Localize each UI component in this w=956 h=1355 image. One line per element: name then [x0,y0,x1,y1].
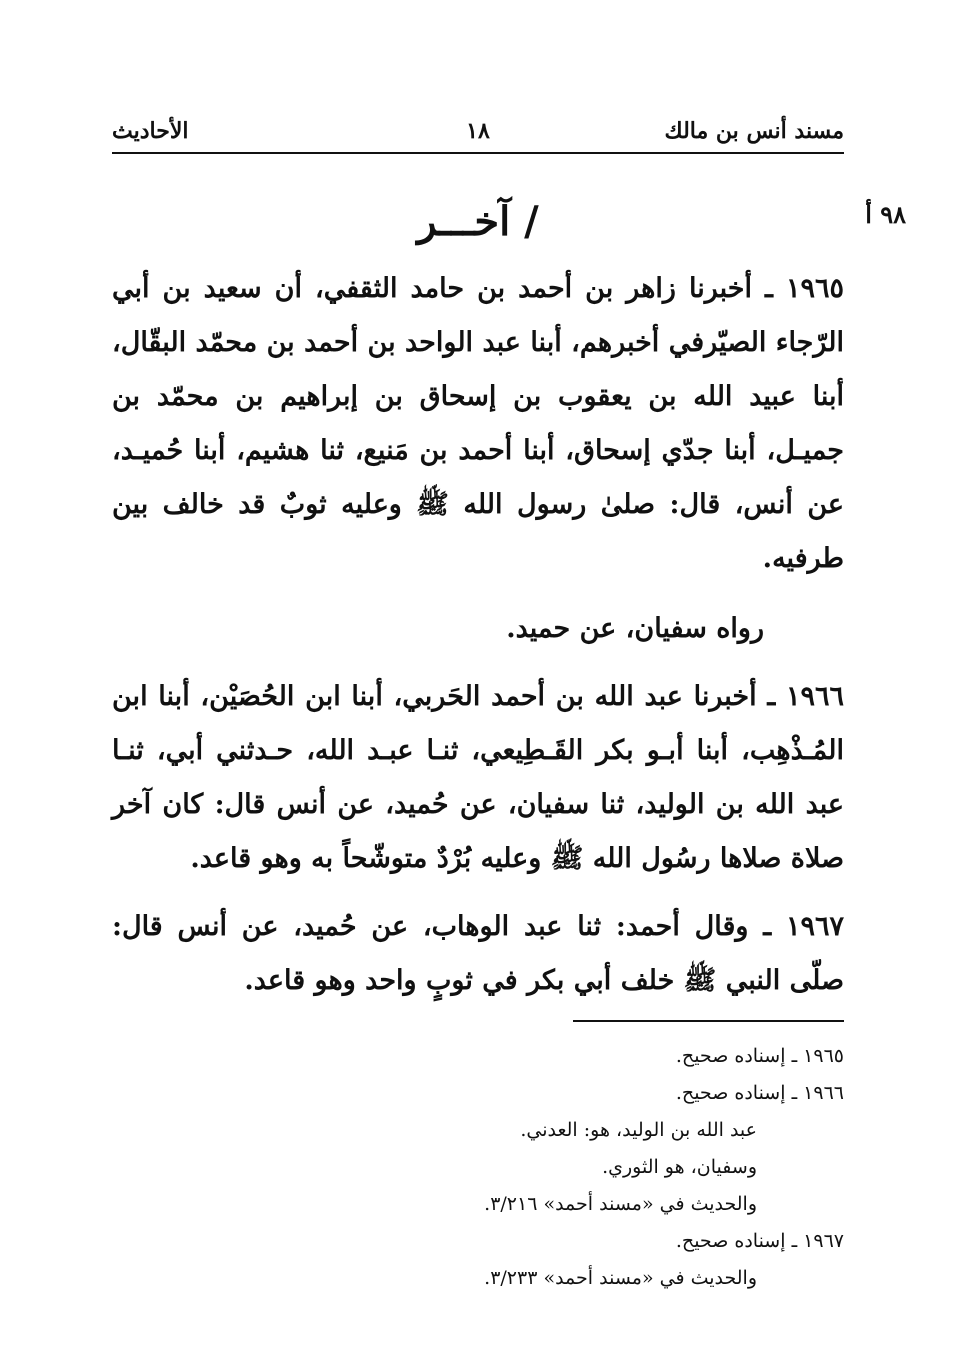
hadith-number: ١٩٦٥ ـ [765,273,844,304]
footnote-text: والحديث في «مسند أحمد» ٣/٢٣٣. [484,1267,757,1289]
footnote-number: ١٩٦٥ ـ [791,1045,844,1067]
footnote-text: والحديث في «مسند أحمد» ٣/٢١٦. [484,1193,757,1215]
footnote-text: إسناده صحيح. [675,1082,786,1104]
hadith-text: أخبرنا عبد الله بن أحمد الحَربي، أبنا ابن الحُصَيْن، أبنا ابن المُـذْهِب، أبنا أبـو بكر القَـطِيعي، ثنـا عبـد الله، حـدثني أبي، ثنـا عبد الله بن الوليد، ثنا سفيان، عن حُميد، عن أنس قال: كان آخر صلاة صلاها رسُول الله ﷺ وعليه بُرْدٌ متوشّحاً به وهو قاعد. [112,681,844,874]
hadith-1966 [112,670,844,886]
footnote-row [112,1223,844,1260]
footnote-row [112,1075,844,1112]
hadith-text: أخبرنا زاهر بن أحمد بن حامد الثقفي، أن سعيد بن أبي الرّجاء الصيّرفي أخبرهم، أبنا عبد الواحد بن أحمد بن محمّد البقّال، أبنا عبيد الله بن يعقوب بن إسحاق بن إبراهيم بن محمّد بن جميـل، أبنا جدّي إسحاق، أبنا أحمد بن مَنيع، ثنا هشيم، أبنا حُميـد، عن أنس، قال: صلىٰ رسول الله ﷺ وعليه ثوبٌ قد خالف بين طرفيه. [112,273,845,574]
margin-folio-note: ٩٨ أ [865,200,906,229]
hadith-1965 [112,262,844,586]
header-section-name: الأحاديث [112,118,189,144]
footnote-text: إسناده صحيح. [675,1045,786,1067]
hadith-number: ١٩٦٦ ـ [767,681,844,712]
footnote-row [112,1260,844,1297]
main-text [112,262,844,1008]
footnote-separator [573,1020,844,1022]
footnote-text: إسناده صحيح. [675,1230,786,1252]
footnotes [112,1038,844,1297]
footnote-row [112,1038,844,1075]
header-page-number: ١٨ [466,118,490,144]
narration-text: رواه سفيان، عن حميد. [506,613,764,644]
narration-note [112,602,844,656]
running-header [112,112,844,152]
hadith-text: وقال أحمد: ثنا عبد الوهاب، عن حُميد، عن أنس قال: صلّى النبي ﷺ خلف أبي بكر في ثوبٍ واحد وهو قاعد. [112,911,844,996]
header-book-title: مسند أنس بن مالك [664,118,844,144]
header-rule [112,152,844,154]
footnote-number: ١٩٦٧ ـ [791,1230,844,1252]
footnote-text: وسفيان، هو الثوري. [602,1156,757,1178]
hadith-number: ١٩٦٧ ـ [763,911,844,942]
footnote-number: ١٩٦٦ ـ [791,1082,844,1104]
footnote-row [112,1149,844,1186]
section-title: / آخـــر [417,198,539,245]
hadith-1967 [112,900,844,1008]
footnote-row [112,1112,844,1149]
footnote-row [112,1186,844,1223]
footnote-text: عبد الله بن الوليد، هو: العدني. [520,1119,757,1141]
